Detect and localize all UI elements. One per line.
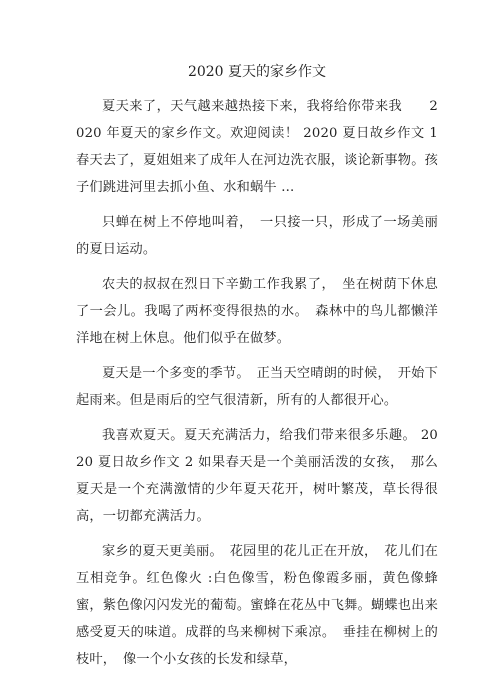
paragraph-5: 我喜欢夏天。夏天充满活力，给我们带来很多乐趣。 2020 夏日故乡作文 2 如果春天是一个美丽活泼的女孩， 那么夏天是一个充满激情的少年夏天花开，树叶繁茂，草长得很高，一切都充满活力。 xyxy=(76,428,438,524)
paragraph-1: 夏天来了，天气越来越热接下来，我将给你带来我 2020 年夏天的家乡作文。欢迎阅读！ 2020 夏日故乡作文 1 春天去了，夏姐姐来了成年人在河边洗衣服，谈论新事物。孩子们跳进河里去抓小鱼、水和蜗牛 ... xyxy=(76,99,438,195)
paragraph-4: 夏天是一个多变的季节。 正当天空晴朗的时候， 开始下起雨来。但是雨后的空气很清新，所有的人都很开心。 xyxy=(76,366,438,408)
paragraph-6: 家乡的夏天更美丽。 花园里的花儿正在开放， 花儿们在互相竞争。红色像火 :白色像雪，粉色像霞多丽，黄色像蜂蜜，紫色像闪闪发光的葡萄。蜜蜂在花丛中飞舞。蝴蝶也出来感受夏天的味道。成群的鸟来柳树下乘凉。 垂挂在柳树上的枝叶， 像一个小女孩的长发和绿草， xyxy=(76,544,438,667)
document-title: 2020 夏天的家乡作文 xyxy=(187,64,327,80)
paragraph-2: 只蝉在树上不停地叫着， 一只接一只，形成了一场美丽的夏日运动。 xyxy=(76,215,438,257)
paragraph-3: 农夫的叔叔在烈日下辛勤工作我累了， 坐在树荫下休息了一会儿。我喝了两杯变得很热的水。 森林中的鸟儿都懒洋洋地在树上休息。他们似乎在做梦。 xyxy=(76,277,438,346)
